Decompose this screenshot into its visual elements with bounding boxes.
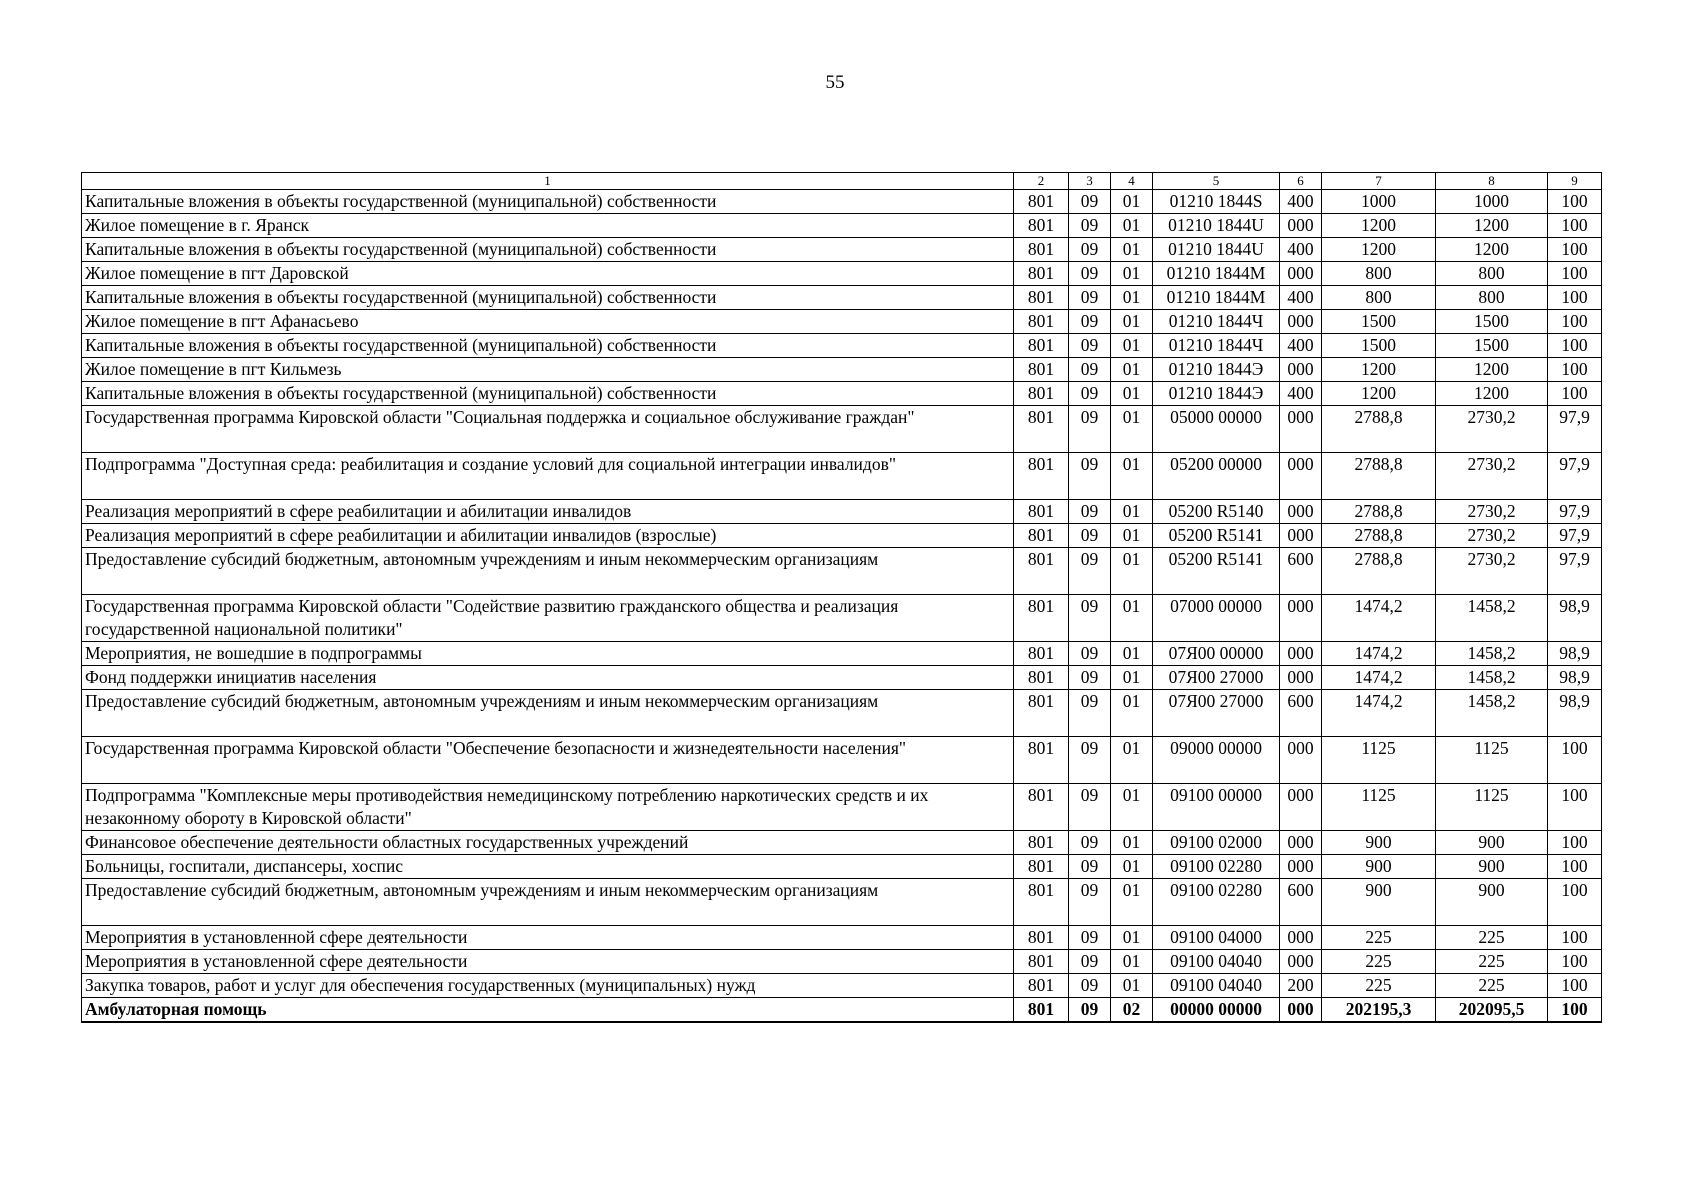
cell-description: Мероприятия в установленной сфере деятельности [82,950,1014,974]
cell-ministry-code: 801 [1014,453,1069,500]
cell-target-article-code: 09100 04040 [1153,974,1280,998]
cell-description: Реализация мероприятий в сфере реабилитации и абилитации инвалидов (взрослые) [82,524,1014,548]
cell-expense-type-code: 000 [1280,500,1322,524]
table-row [82,453,1602,500]
cell-expense-type-code: 000 [1280,784,1322,831]
cell-expense-type-code: 600 [1280,548,1322,595]
table-row [82,358,1602,382]
cell-ministry-code: 801 [1014,690,1069,737]
table-row [82,690,1602,737]
cell-expense-type-code: 000 [1280,406,1322,453]
cell-subsection-code: 01 [1111,784,1153,831]
cell-section-code: 09 [1069,950,1111,974]
cell-actual-amount: 225 [1436,926,1548,950]
cell-ministry-code: 801 [1014,831,1069,855]
cell-description: Предоставление субсидий бюджетным, автономным учреждениям и иным некоммерческим организациям [82,548,1014,595]
cell-description: Жилое помещение в пгт Афанасьево [82,310,1014,334]
header-cell-execution-percent: 9 [1548,173,1602,190]
cell-actual-amount: 225 [1436,950,1548,974]
cell-subsection-code: 01 [1111,382,1153,406]
cell-ministry-code: 801 [1014,238,1069,262]
cell-description: Финансовое обеспечение деятельности областных государственных учреждений [82,831,1014,855]
table-row [82,262,1602,286]
cell-expense-type-code: 000 [1280,737,1322,784]
cell-execution-percent: 100 [1548,831,1602,855]
cell-execution-percent: 97,9 [1548,406,1602,453]
cell-execution-percent: 98,9 [1548,690,1602,737]
cell-subsection-code: 01 [1111,666,1153,690]
cell-section-code: 09 [1069,690,1111,737]
cell-subsection-code: 01 [1111,238,1153,262]
table-row [82,382,1602,406]
cell-planned-amount: 1474,2 [1322,666,1436,690]
cell-ministry-code: 801 [1014,666,1069,690]
table-row [82,831,1602,855]
cell-actual-amount: 1500 [1436,310,1548,334]
cell-section-code: 09 [1069,974,1111,998]
cell-subsection-code: 01 [1111,926,1153,950]
cell-planned-amount: 1500 [1322,334,1436,358]
header-cell-subsection-code: 4 [1111,173,1153,190]
cell-planned-amount: 2788,8 [1322,548,1436,595]
cell-ministry-code: 801 [1014,879,1069,926]
cell-description: Государственная программа Кировской области "Социальная поддержка и социальное обслуживание граждан" [82,406,1014,453]
cell-expense-type-code: 000 [1280,214,1322,238]
cell-actual-amount: 2730,2 [1436,500,1548,524]
cell-planned-amount: 900 [1322,831,1436,855]
cell-planned-amount: 2788,8 [1322,500,1436,524]
cell-section-code: 09 [1069,214,1111,238]
cell-expense-type-code: 000 [1280,310,1322,334]
cell-subsection-code: 02 [1111,998,1153,1023]
cell-ministry-code: 801 [1014,595,1069,642]
cell-description: Жилое помещение в г. Яранск [82,214,1014,238]
cell-actual-amount: 2730,2 [1436,406,1548,453]
cell-target-article-code: 05000 00000 [1153,406,1280,453]
cell-target-article-code: 09100 02280 [1153,879,1280,926]
table-row [82,310,1602,334]
table-row [82,642,1602,666]
cell-planned-amount: 1125 [1322,737,1436,784]
cell-ministry-code: 801 [1014,642,1069,666]
cell-description: Государственная программа Кировской области "Обеспечение безопасности и жизнедеятельности населения" [82,737,1014,784]
cell-actual-amount: 1125 [1436,784,1548,831]
table-row [82,974,1602,998]
cell-subsection-code: 01 [1111,334,1153,358]
cell-target-article-code: 00000 00000 [1153,998,1280,1023]
cell-section-code: 09 [1069,879,1111,926]
cell-subsection-code: 01 [1111,595,1153,642]
cell-execution-percent: 100 [1548,382,1602,406]
cell-target-article-code: 09100 04000 [1153,926,1280,950]
cell-planned-amount: 1200 [1322,214,1436,238]
header-cell-expense-type-code: 6 [1280,173,1322,190]
cell-actual-amount: 1500 [1436,334,1548,358]
cell-subsection-code: 01 [1111,642,1153,666]
cell-section-code: 09 [1069,831,1111,855]
cell-actual-amount: 1458,2 [1436,690,1548,737]
cell-subsection-code: 01 [1111,358,1153,382]
cell-section-code: 09 [1069,784,1111,831]
cell-section-code: 09 [1069,737,1111,784]
cell-ministry-code: 801 [1014,926,1069,950]
cell-target-article-code: 01210 1844U [1153,214,1280,238]
cell-execution-percent: 100 [1548,286,1602,310]
table-row [82,737,1602,784]
cell-subsection-code: 01 [1111,286,1153,310]
cell-section-code: 09 [1069,548,1111,595]
cell-subsection-code: 01 [1111,548,1153,595]
table-row [82,855,1602,879]
table-row [82,950,1602,974]
cell-actual-amount: 900 [1436,831,1548,855]
cell-description: Подпрограмма "Доступная среда: реабилитация и создание условий для социальной интеграции инвалидов" [82,453,1014,500]
cell-description: Капитальные вложения в объекты государственной (муниципальной) собственности [82,190,1014,214]
cell-subsection-code: 01 [1111,310,1153,334]
cell-subsection-code: 01 [1111,690,1153,737]
cell-ministry-code: 801 [1014,286,1069,310]
cell-planned-amount: 225 [1322,974,1436,998]
cell-execution-percent: 97,9 [1548,524,1602,548]
cell-target-article-code: 05200 R5141 [1153,548,1280,595]
cell-description: Предоставление субсидий бюджетным, автономным учреждениям и иным некоммерческим организациям [82,690,1014,737]
cell-actual-amount: 2730,2 [1436,453,1548,500]
header-cell-planned-amount: 7 [1322,173,1436,190]
cell-description: Амбулаторная помощь [82,998,1014,1023]
cell-description: Мероприятия, не вошедшие в подпрограммы [82,642,1014,666]
cell-subsection-code: 01 [1111,974,1153,998]
cell-subsection-code: 01 [1111,406,1153,453]
cell-execution-percent: 98,9 [1548,642,1602,666]
table-row [82,784,1602,831]
cell-execution-percent: 100 [1548,310,1602,334]
cell-actual-amount: 1200 [1436,358,1548,382]
cell-target-article-code: 09000 00000 [1153,737,1280,784]
cell-actual-amount: 1200 [1436,214,1548,238]
cell-planned-amount: 800 [1322,286,1436,310]
cell-ministry-code: 801 [1014,974,1069,998]
cell-subsection-code: 01 [1111,190,1153,214]
cell-expense-type-code: 000 [1280,926,1322,950]
cell-ministry-code: 801 [1014,262,1069,286]
cell-description: Капитальные вложения в объекты государственной (муниципальной) собственности [82,238,1014,262]
cell-ministry-code: 801 [1014,214,1069,238]
cell-target-article-code: 01210 1844M [1153,286,1280,310]
cell-ministry-code: 801 [1014,855,1069,879]
cell-subsection-code: 01 [1111,737,1153,784]
cell-subsection-code: 01 [1111,524,1153,548]
table-row [82,214,1602,238]
header-cell-description: 1 [82,173,1014,190]
cell-execution-percent: 97,9 [1548,500,1602,524]
cell-subsection-code: 01 [1111,831,1153,855]
cell-description: Капитальные вложения в объекты государственной (муниципальной) собственности [82,334,1014,358]
cell-section-code: 09 [1069,262,1111,286]
cell-section-code: 09 [1069,524,1111,548]
table-row [82,595,1602,642]
table-header-row [82,173,1602,190]
cell-description: Жилое помещение в пгт Даровской [82,262,1014,286]
cell-target-article-code: 01210 1844U [1153,238,1280,262]
cell-section-code: 09 [1069,190,1111,214]
cell-planned-amount: 1125 [1322,784,1436,831]
cell-execution-percent: 100 [1548,784,1602,831]
cell-actual-amount: 2730,2 [1436,524,1548,548]
cell-section-code: 09 [1069,453,1111,500]
cell-execution-percent: 100 [1548,879,1602,926]
cell-ministry-code: 801 [1014,310,1069,334]
cell-target-article-code: 07Я00 27000 [1153,666,1280,690]
cell-execution-percent: 100 [1548,358,1602,382]
cell-expense-type-code: 000 [1280,262,1322,286]
cell-section-code: 09 [1069,382,1111,406]
cell-expense-type-code: 600 [1280,690,1322,737]
cell-execution-percent: 100 [1548,950,1602,974]
cell-planned-amount: 1474,2 [1322,690,1436,737]
cell-actual-amount: 1458,2 [1436,595,1548,642]
cell-expense-type-code: 400 [1280,238,1322,262]
cell-subsection-code: 01 [1111,950,1153,974]
cell-target-article-code: 09100 04040 [1153,950,1280,974]
cell-planned-amount: 2788,8 [1322,524,1436,548]
cell-expense-type-code: 000 [1280,950,1322,974]
header-cell-actual-amount: 8 [1436,173,1548,190]
cell-ministry-code: 801 [1014,382,1069,406]
cell-target-article-code: 09100 00000 [1153,784,1280,831]
cell-section-code: 09 [1069,310,1111,334]
cell-description: Фонд поддержки инициатив населения [82,666,1014,690]
cell-actual-amount: 800 [1436,286,1548,310]
cell-planned-amount: 1000 [1322,190,1436,214]
cell-actual-amount: 900 [1436,879,1548,926]
table-row [82,190,1602,214]
cell-planned-amount: 225 [1322,950,1436,974]
table-row [82,406,1602,453]
cell-planned-amount: 1200 [1322,358,1436,382]
cell-planned-amount: 1474,2 [1322,642,1436,666]
cell-planned-amount: 900 [1322,855,1436,879]
cell-target-article-code: 07Я00 27000 [1153,690,1280,737]
cell-subsection-code: 01 [1111,214,1153,238]
cell-expense-type-code: 000 [1280,642,1322,666]
cell-expense-type-code: 600 [1280,879,1322,926]
table-row [82,524,1602,548]
cell-planned-amount: 2788,8 [1322,453,1436,500]
cell-expense-type-code: 000 [1280,453,1322,500]
cell-expense-type-code: 400 [1280,286,1322,310]
cell-subsection-code: 01 [1111,500,1153,524]
cell-section-code: 09 [1069,666,1111,690]
cell-expense-type-code: 400 [1280,190,1322,214]
cell-planned-amount: 800 [1322,262,1436,286]
cell-section-code: 09 [1069,855,1111,879]
table-row [82,666,1602,690]
cell-ministry-code: 801 [1014,548,1069,595]
table-row [82,548,1602,595]
cell-ministry-code: 801 [1014,406,1069,453]
cell-ministry-code: 801 [1014,334,1069,358]
cell-planned-amount: 1500 [1322,310,1436,334]
cell-planned-amount: 900 [1322,879,1436,926]
cell-target-article-code: 07Я00 00000 [1153,642,1280,666]
table-row [82,334,1602,358]
cell-execution-percent: 100 [1548,737,1602,784]
cell-execution-percent: 100 [1548,926,1602,950]
cell-actual-amount: 800 [1436,262,1548,286]
cell-execution-percent: 100 [1548,855,1602,879]
cell-target-article-code: 01210 1844Ч [1153,310,1280,334]
cell-subsection-code: 01 [1111,262,1153,286]
cell-actual-amount: 202095,5 [1436,998,1548,1023]
table-row [82,286,1602,310]
cell-section-code: 09 [1069,642,1111,666]
cell-execution-percent: 100 [1548,334,1602,358]
cell-actual-amount: 900 [1436,855,1548,879]
cell-ministry-code: 801 [1014,190,1069,214]
cell-execution-percent: 100 [1548,974,1602,998]
cell-actual-amount: 1458,2 [1436,666,1548,690]
cell-planned-amount: 225 [1322,926,1436,950]
cell-execution-percent: 97,9 [1548,548,1602,595]
table-row [82,879,1602,926]
cell-execution-percent: 100 [1548,190,1602,214]
cell-section-code: 09 [1069,286,1111,310]
cell-target-article-code: 09100 02000 [1153,831,1280,855]
table-row [82,238,1602,262]
cell-planned-amount: 202195,3 [1322,998,1436,1023]
cell-ministry-code: 801 [1014,358,1069,382]
cell-expense-type-code: 000 [1280,358,1322,382]
table-row [82,926,1602,950]
cell-planned-amount: 1200 [1322,382,1436,406]
cell-planned-amount: 1200 [1322,238,1436,262]
header-cell-ministry-code: 2 [1014,173,1069,190]
cell-execution-percent: 98,9 [1548,666,1602,690]
cell-section-code: 09 [1069,998,1111,1023]
cell-actual-amount: 225 [1436,974,1548,998]
cell-ministry-code: 801 [1014,998,1069,1023]
cell-expense-type-code: 000 [1280,595,1322,642]
cell-section-code: 09 [1069,238,1111,262]
cell-planned-amount: 1474,2 [1322,595,1436,642]
cell-subsection-code: 01 [1111,879,1153,926]
cell-ministry-code: 801 [1014,500,1069,524]
cell-expense-type-code: 000 [1280,831,1322,855]
cell-target-article-code: 05200 R5140 [1153,500,1280,524]
table-row [82,998,1602,1023]
cell-description: Государственная программа Кировской области "Содействие развитию гражданского общества и реализация государственной национальной политики" [82,595,1014,642]
cell-target-article-code: 01210 1844Э [1153,358,1280,382]
cell-description: Подпрограмма "Комплексные меры противодействия немедицинскому потреблению наркотических средств и их незаконному обороту в Кировской области" [82,784,1014,831]
cell-target-article-code: 01210 1844Ч [1153,334,1280,358]
cell-section-code: 09 [1069,406,1111,453]
cell-actual-amount: 1458,2 [1436,642,1548,666]
cell-ministry-code: 801 [1014,737,1069,784]
cell-description: Закупка товаров, работ и услуг для обеспечения государственных (муниципальных) нужд [82,974,1014,998]
cell-description: Жилое помещение в пгт Кильмезь [82,358,1014,382]
cell-ministry-code: 801 [1014,524,1069,548]
cell-actual-amount: 1200 [1436,238,1548,262]
cell-expense-type-code: 000 [1280,524,1322,548]
cell-target-article-code: 01210 1844Э [1153,382,1280,406]
cell-description: Капитальные вложения в объекты государственной (муниципальной) собственности [82,382,1014,406]
cell-target-article-code: 01210 1844M [1153,262,1280,286]
cell-expense-type-code: 000 [1280,855,1322,879]
cell-description: Больницы, госпитали, диспансеры, хоспис [82,855,1014,879]
cell-expense-type-code: 000 [1280,998,1322,1023]
cell-section-code: 09 [1069,500,1111,524]
cell-expense-type-code: 400 [1280,382,1322,406]
cell-actual-amount: 1200 [1436,382,1548,406]
cell-ministry-code: 801 [1014,784,1069,831]
cell-actual-amount: 1125 [1436,737,1548,784]
cell-section-code: 09 [1069,334,1111,358]
cell-description: Реализация мероприятий в сфере реабилитации и абилитации инвалидов [82,500,1014,524]
cell-actual-amount: 1000 [1436,190,1548,214]
cell-ministry-code: 801 [1014,950,1069,974]
header-cell-target-article-code: 5 [1153,173,1280,190]
cell-subsection-code: 01 [1111,453,1153,500]
cell-execution-percent: 100 [1548,214,1602,238]
cell-execution-percent: 98,9 [1548,595,1602,642]
cell-description: Предоставление субсидий бюджетным, автономным учреждениям и иным некоммерческим организациям [82,879,1014,926]
cell-target-article-code: 07000 00000 [1153,595,1280,642]
cell-description: Капитальные вложения в объекты государственной (муниципальной) собственности [82,286,1014,310]
cell-actual-amount: 2730,2 [1436,548,1548,595]
cell-expense-type-code: 000 [1280,666,1322,690]
cell-target-article-code: 09100 02280 [1153,855,1280,879]
cell-description: Мероприятия в установленной сфере деятельности [82,926,1014,950]
table-row [82,500,1602,524]
cell-planned-amount: 2788,8 [1322,406,1436,453]
cell-section-code: 09 [1069,926,1111,950]
cell-target-article-code: 05200 00000 [1153,453,1280,500]
cell-subsection-code: 01 [1111,855,1153,879]
cell-section-code: 09 [1069,595,1111,642]
cell-section-code: 09 [1069,358,1111,382]
cell-target-article-code: 01210 1844S [1153,190,1280,214]
cell-execution-percent: 97,9 [1548,453,1602,500]
cell-target-article-code: 05200 R5141 [1153,524,1280,548]
cell-execution-percent: 100 [1548,238,1602,262]
header-cell-section-code: 3 [1069,173,1111,190]
cell-expense-type-code: 400 [1280,334,1322,358]
page-number: 55 [825,72,845,93]
cell-execution-percent: 100 [1548,262,1602,286]
cell-execution-percent: 100 [1548,998,1602,1023]
budget-table [81,172,1602,1023]
cell-expense-type-code: 200 [1280,974,1322,998]
